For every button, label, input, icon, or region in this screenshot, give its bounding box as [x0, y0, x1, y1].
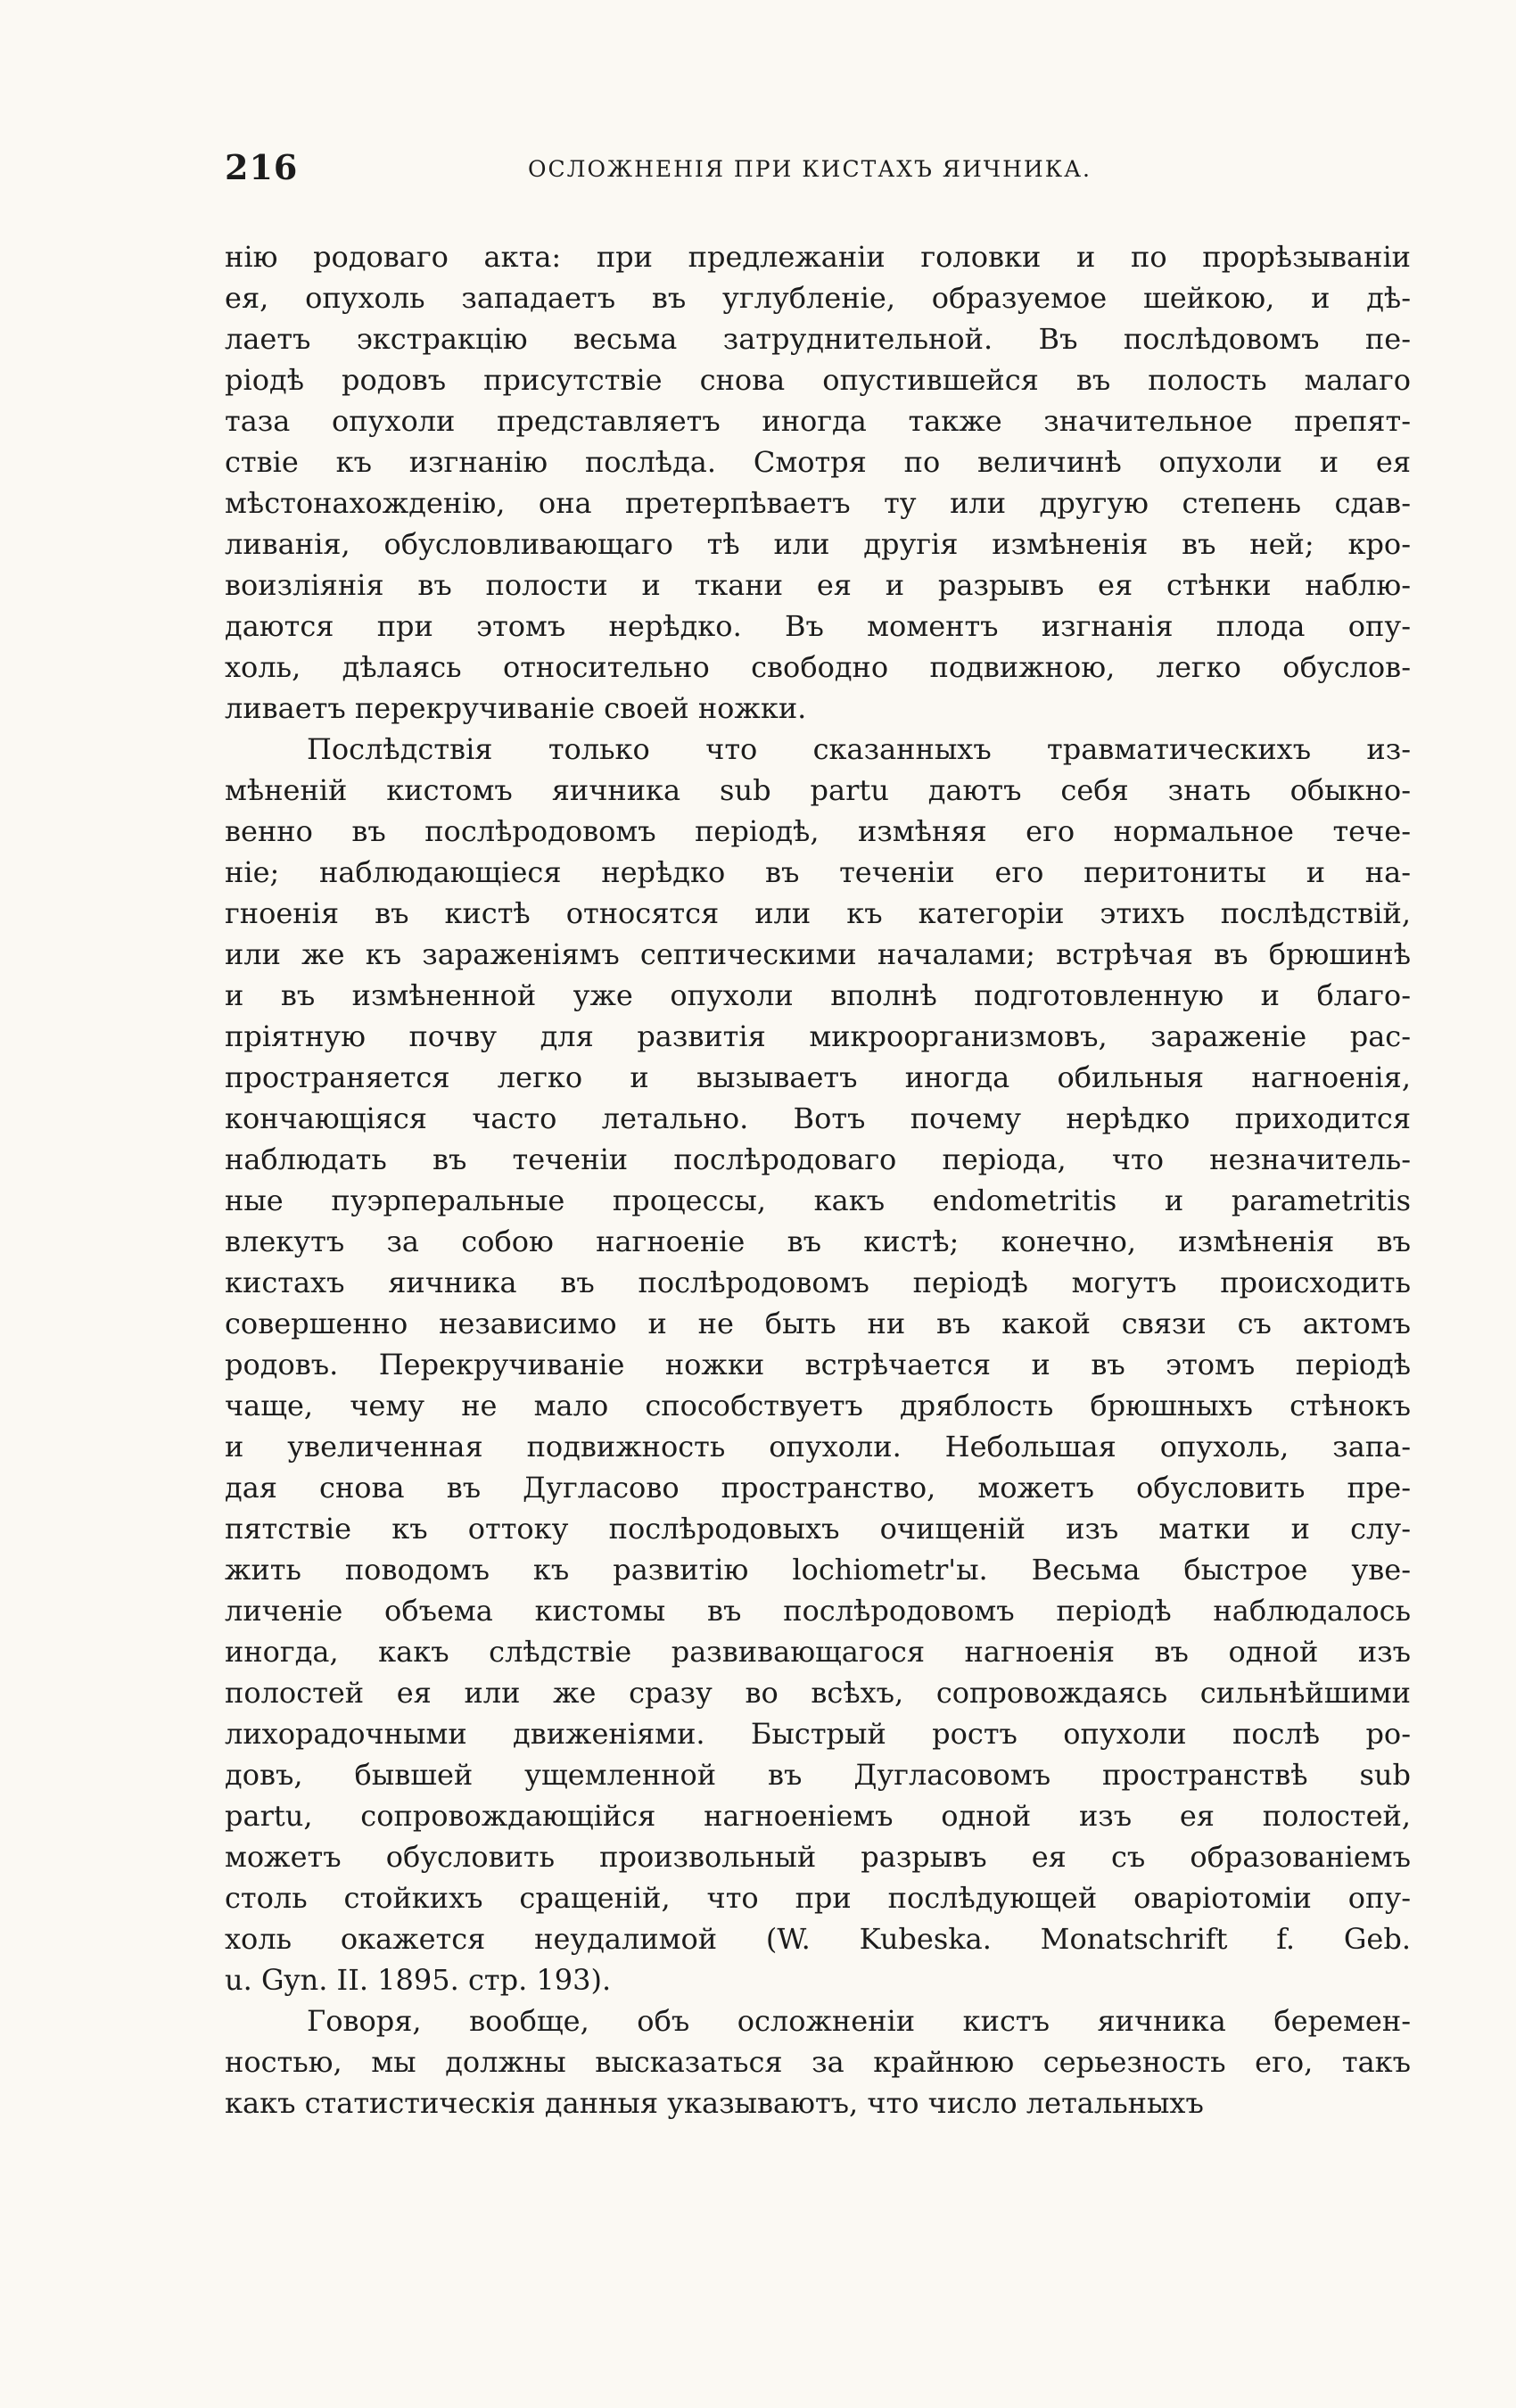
text-line: совершенно независимо и не быть ни въ какой связи съ актомъ	[225, 1307, 1411, 1340]
text-line: пріятную почву для развитія микроорганизмовъ, зараженіе рас-	[225, 1019, 1411, 1053]
text-line: жить поводомъ къ развитію lochiometr'ы. Весьма быстрое уве-	[225, 1553, 1411, 1587]
text-line: личеніе объема кистомы въ послѣродовомъ періодѣ наблюдалось	[225, 1594, 1411, 1628]
text-line: венно въ послѣродовомъ періодѣ, измѣняя его нормальное тече-	[225, 814, 1411, 848]
paragraph	[225, 729, 1411, 2000]
body-text	[225, 236, 1411, 2123]
text-line: таза опухоли представляетъ иногда также значительное препят-	[225, 404, 1411, 438]
text-line: ностью, мы должны высказаться за крайнюю серьезность его, такъ	[225, 2045, 1411, 2079]
text-line: кистахъ яичника въ послѣродовомъ періодѣ могутъ происходить	[225, 1266, 1411, 1299]
text-line: ствіе къ изгнанію послѣда. Смотря по величинѣ опухоли и ея	[225, 445, 1411, 479]
text-line: наблюдать въ теченіи послѣродоваго періода, что незначитель-	[225, 1142, 1411, 1176]
page-number: 216	[225, 147, 299, 187]
running-title: ОСЛОЖНЕНІЯ ПРИ КИСТАХЪ ЯИЧНИКА.	[528, 156, 1092, 182]
text-line: влекутъ за собою нагноеніе въ кистѣ; конечно, измѣненія въ	[225, 1225, 1411, 1258]
text-line: иногда, какъ слѣдствіе развивающагося нагноенія въ одной изъ	[225, 1635, 1411, 1669]
text-line: можетъ обусловить произвольный разрывъ ея съ образованіемъ	[225, 1840, 1411, 1874]
text-line: ніе; наблюдающіеся нерѣдко въ теченіи его перитониты и на-	[225, 855, 1411, 889]
text-line: воизліянія въ полости и ткани ея и разрывъ ея стѣнки наблю-	[225, 568, 1411, 602]
text-line: довъ, бывшей ущемленной въ Дугласовомъ пространствѣ sub	[225, 1758, 1411, 1792]
text-line: родовъ. Перекручиваніе ножки встрѣчается и въ этомъ періодѣ	[225, 1348, 1411, 1381]
text-line: Говоря, вообще, объ осложненіи кистъ яичника беремен-	[307, 2004, 1411, 2038]
text-line: холь окажется неудалимой (W. Kubeska. Monatschrift f. Geb.	[225, 1922, 1411, 1956]
text-line: пятствіе къ оттоку послѣродовыхъ очищеній изъ матки и слу-	[225, 1512, 1411, 1546]
text-line: ливанія, обусловливающаго тѣ или другія измѣненія въ ней; кро-	[225, 527, 1411, 561]
text-line: лихорадочными движеніями. Быстрый ростъ опухоли послѣ ро-	[225, 1717, 1411, 1751]
text-line: мѣстонахожденію, она претерпѣваетъ ту или другую степень сдав-	[225, 486, 1411, 520]
text-line: ливаетъ перекручиваніе своей ножки.	[225, 691, 807, 725]
text-line: Послѣдствія только что сказанныхъ травматическихъ из-	[307, 732, 1411, 766]
text-line: ея, опухоль западаетъ въ углубленіе, образуемое шейкою, и дѣ-	[225, 281, 1411, 315]
text-line: дая снова въ Дугласово пространство, можетъ обусловить пре-	[225, 1471, 1411, 1505]
text-line: даются при этомъ нерѣдко. Въ моментъ изгнанія плода опу-	[225, 609, 1411, 643]
text-line: чаще, чему не мало способствуетъ дряблость брюшныхъ стѣнокъ	[225, 1389, 1411, 1423]
text-line: лаетъ экстракцію весьма затруднительной. Въ послѣдовомъ пе-	[225, 322, 1411, 356]
text-line: какъ статистическія данныя указываютъ, что число летальныхъ	[225, 2086, 1204, 2120]
text-line: столь стойкихъ сращеній, что при послѣдующей оваріотоміи опу-	[225, 1881, 1411, 1915]
text-line: partu, сопровождающійся нагноеніемъ одной изъ ея полостей,	[225, 1799, 1411, 1833]
text-line: или же къ зараженіямъ септическими началами; встрѣчая въ брюшинѣ	[225, 937, 1411, 971]
text-line: холь, дѣлаясь относительно свободно подвижною, легко обуслов-	[225, 650, 1411, 684]
text-line: u. Gyn. II. 1895. стр. 193).	[225, 1963, 612, 1997]
text-line: пространяется легко и вызываетъ иногда обильныя нагноенія,	[225, 1060, 1411, 1094]
text-line: ные пуэрперальные процессы, какъ endometritis и parametritis	[225, 1183, 1411, 1217]
text-line: и въ измѣненной уже опухоли вполнѣ подготовленную и благо-	[225, 978, 1411, 1012]
text-line: кончающіяся часто летально. Вотъ почему нерѣдко приходится	[225, 1101, 1411, 1135]
text-line: мѣненій кистомъ яичника sub partu даютъ себя знать обыкно-	[225, 773, 1411, 807]
text-line: и увеличенная подвижность опухоли. Небольшая опухоль, запа-	[225, 1430, 1411, 1464]
text-line: нію родоваго акта: при предлежаніи головки и по прорѣзываніи	[225, 240, 1411, 274]
page-header	[225, 147, 1402, 190]
paragraph	[225, 236, 1411, 729]
text-line: ріодѣ родовъ присутствіе снова опустившейся въ полость малаго	[225, 363, 1411, 397]
paragraph	[225, 2000, 1411, 2123]
text-line: полостей ея или же сразу во всѣхъ, сопровождаясь сильнѣйшими	[225, 1676, 1411, 1710]
text-line: гноенія въ кистѣ относятся или къ категоріи этихъ послѣдствій,	[225, 896, 1411, 930]
